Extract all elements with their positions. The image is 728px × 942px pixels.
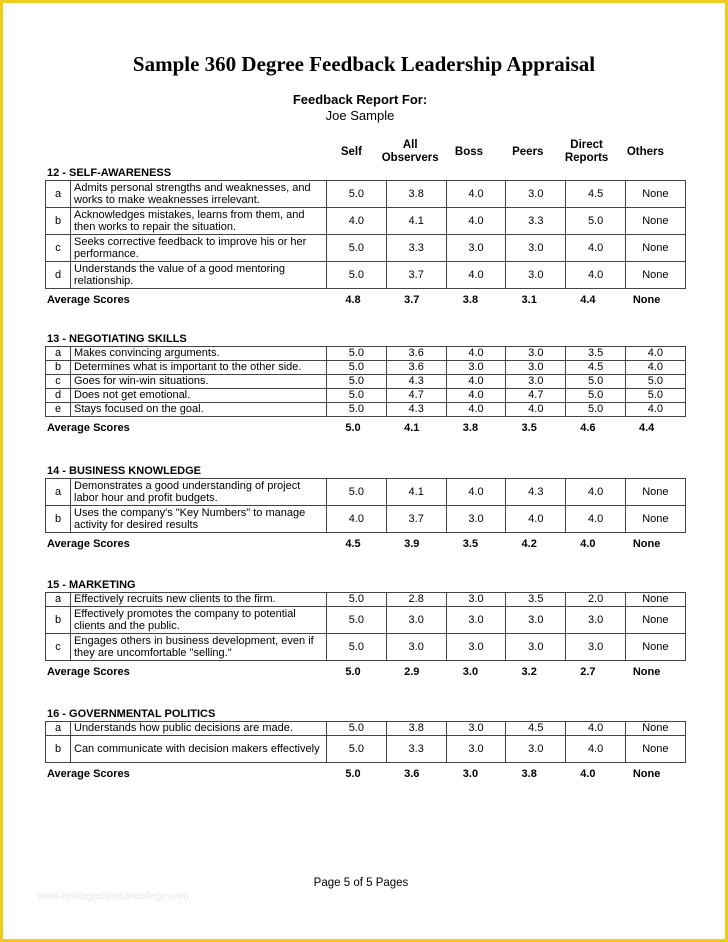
score-cell: None (625, 722, 685, 736)
table-row (46, 375, 686, 389)
item-description: Acknowledges mistakes, learns from them, and then works to repair the situation. (71, 208, 327, 235)
score-cell: None (625, 634, 685, 661)
item-letter: a (46, 347, 71, 361)
score-cell: 5.0 (566, 208, 626, 235)
section-title: 16 - GOVERNMENTAL POLITICS (47, 708, 216, 720)
score-cell: 4.0 (446, 375, 506, 389)
score-cell: 3.5 (566, 347, 626, 361)
item-letter: c (46, 235, 71, 262)
average-score-value: 3.8 (462, 294, 479, 306)
item-description: Uses the company's "Key Numbers" to manage activity for desired results (71, 506, 327, 533)
item-letter: a (46, 181, 71, 208)
score-cell: 3.0 (446, 722, 506, 736)
average-scores-label: Average Scores (47, 768, 130, 780)
score-cell: 5.0 (566, 375, 626, 389)
score-cell: 4.0 (446, 389, 506, 403)
average-scores-label: Average Scores (47, 422, 130, 434)
average-score-value: 5.0 (345, 768, 361, 780)
item-description: Goes for win-win situations. (71, 375, 327, 389)
items-table (45, 180, 686, 289)
score-cell: 4.0 (566, 262, 626, 289)
score-cell: 4.5 (506, 722, 566, 736)
average-score-value: 3.7 (404, 294, 420, 306)
score-cell: 3.8 (386, 181, 446, 208)
score-cell: 4.0 (506, 403, 566, 417)
score-cell: 4.0 (446, 181, 506, 208)
item-description: Understands how public decisions are made. (71, 722, 327, 736)
score-cell: 4.1 (386, 208, 446, 235)
score-cell: 5.0 (327, 181, 387, 208)
score-cell: 4.3 (386, 403, 446, 417)
average-score-value: 4.2 (521, 538, 537, 550)
score-cell: 4.0 (327, 208, 387, 235)
score-cell: 5.0 (327, 389, 387, 403)
item-description: Effectively recruits new clients to the firm. (71, 593, 327, 607)
score-cell: 3.0 (506, 262, 566, 289)
table-row (46, 506, 686, 533)
table-row (46, 347, 686, 361)
score-cell: 5.0 (327, 403, 387, 417)
score-cell: 2.8 (386, 593, 446, 607)
score-cell: 5.0 (327, 347, 387, 361)
score-cell: 3.0 (506, 634, 566, 661)
table-row (46, 722, 686, 736)
score-cell: 5.0 (327, 361, 387, 375)
average-score-value: 3.9 (404, 538, 420, 550)
item-description: Effectively promotes the company to potential clients and the public. (71, 607, 327, 634)
item-description: Determines what is important to the other side. (71, 361, 327, 375)
item-letter: b (46, 208, 71, 235)
item-letter: d (46, 262, 71, 289)
item-letter: b (46, 506, 71, 533)
score-cell: 3.6 (386, 361, 446, 375)
score-cell: 5.0 (625, 389, 685, 403)
table-row (46, 403, 686, 417)
column-headers (322, 138, 675, 166)
score-cell: 5.0 (625, 375, 685, 389)
score-cell: 4.0 (506, 506, 566, 533)
section-title: 15 - MARKETING (47, 579, 136, 591)
score-cell: 5.0 (566, 389, 626, 403)
col-header-self: Self (340, 145, 362, 158)
score-cell: 3.0 (506, 607, 566, 634)
average-score-value: 4.6 (580, 422, 596, 434)
average-score-value: 3.8 (462, 422, 479, 434)
page-footer: Page 5 of 5 Pages (313, 877, 409, 889)
average-score-value: 3.0 (462, 768, 479, 780)
score-cell: 3.0 (506, 181, 566, 208)
section (45, 332, 676, 437)
score-cell: 3.0 (446, 607, 506, 634)
average-score-value: 4.1 (404, 422, 420, 434)
score-cell: 4.7 (506, 389, 566, 403)
item-letter: c (46, 375, 71, 389)
item-letter: a (46, 593, 71, 607)
score-cell: 3.0 (506, 347, 566, 361)
item-description: Engages others in business development, even if they are uncomfortable "selling." (71, 634, 327, 661)
score-cell: 5.0 (566, 403, 626, 417)
score-cell: 4.0 (566, 736, 626, 763)
item-description: Can communicate with decision makers effectively (71, 736, 327, 763)
score-cell: 5.0 (327, 479, 387, 506)
score-cell: 3.5 (506, 593, 566, 607)
col-header-others: Others (626, 145, 664, 158)
table-row (46, 593, 686, 607)
average-score-value: 2.9 (404, 666, 420, 678)
table-row (46, 607, 686, 634)
item-letter: e (46, 403, 71, 417)
table-row (46, 361, 686, 375)
score-cell: 3.8 (386, 722, 446, 736)
score-cell: 4.0 (446, 208, 506, 235)
score-cell: 3.0 (446, 593, 506, 607)
item-letter: b (46, 607, 71, 634)
score-cell: 4.0 (446, 262, 506, 289)
score-cell: 3.0 (506, 361, 566, 375)
table-row (46, 634, 686, 661)
score-cell: 3.0 (446, 736, 506, 763)
score-cell: 4.1 (386, 479, 446, 506)
item-description: Seeks corrective feedback to improve his or her performance. (71, 235, 327, 262)
score-cell: None (625, 506, 685, 533)
score-cell: 3.6 (386, 347, 446, 361)
table-row (46, 736, 686, 763)
section-title: 12 - SELF-AWARENESS (47, 167, 172, 179)
score-cell: 3.3 (386, 235, 446, 262)
average-scores-row (45, 291, 676, 309)
watermark: www.heritagechristiancollege.com (38, 891, 189, 902)
item-description: Makes convincing arguments. (71, 347, 327, 361)
average-scores-row (45, 419, 676, 437)
average-score-value: 3.0 (462, 666, 479, 678)
item-description: Demonstrates a good understanding of project labor hour and profit budgets. (71, 479, 327, 506)
average-score-value: 3.1 (521, 294, 537, 306)
score-cell: 3.3 (386, 736, 446, 763)
score-cell: 5.0 (327, 607, 387, 634)
score-cell: 2.0 (566, 593, 626, 607)
score-cell: None (625, 479, 685, 506)
average-score-value: 4.4 (580, 294, 596, 306)
average-score-value: None (632, 294, 661, 306)
score-cell: 4.7 (386, 389, 446, 403)
section (45, 464, 676, 553)
col-header-boss: Boss (454, 145, 484, 158)
score-cell: 4.3 (506, 479, 566, 506)
average-score-value: 2.7 (580, 666, 596, 678)
item-letter: b (46, 361, 71, 375)
items-table (45, 592, 686, 661)
score-cell: 4.0 (625, 347, 685, 361)
item-letter: b (46, 736, 71, 763)
average-score-value: None (632, 666, 661, 678)
item-description: Understands the value of a good mentoring relationship. (71, 262, 327, 289)
average-scores-label: Average Scores (47, 666, 130, 678)
score-cell: 4.0 (625, 361, 685, 375)
item-description: Stays focused on the goal. (71, 403, 327, 417)
score-cell: 5.0 (327, 634, 387, 661)
document-title: Sample 360 Degree Feedback Leadership Appraisal (132, 52, 596, 76)
score-cell: 3.0 (386, 607, 446, 634)
average-scores-row (45, 663, 676, 681)
score-cell: 5.0 (327, 375, 387, 389)
score-cell: 4.0 (625, 403, 685, 417)
score-cell: 3.0 (566, 607, 626, 634)
score-cell: 4.0 (566, 506, 626, 533)
table-row (46, 235, 686, 262)
table-row (46, 389, 686, 403)
score-cell: 4.5 (566, 361, 626, 375)
score-cell: 5.0 (327, 262, 387, 289)
average-scores-row (45, 765, 676, 783)
average-score-value: 4.8 (345, 294, 361, 306)
col-header-peers: Peers (512, 145, 544, 158)
score-cell: 3.7 (386, 506, 446, 533)
score-cell: 4.0 (566, 235, 626, 262)
score-cell: None (625, 593, 685, 607)
section (45, 578, 676, 681)
section-title: 14 - BUSINESS KNOWLEDGE (47, 465, 202, 477)
score-cell: None (625, 208, 685, 235)
table-row (46, 208, 686, 235)
average-scores-label: Average Scores (47, 294, 130, 306)
item-letter: a (46, 722, 71, 736)
score-cell: None (625, 181, 685, 208)
score-cell: 3.0 (446, 361, 506, 375)
score-cell: 5.0 (327, 736, 387, 763)
score-cell: 5.0 (327, 722, 387, 736)
section (45, 707, 676, 783)
average-score-value: 4.0 (580, 538, 596, 550)
item-letter: d (46, 389, 71, 403)
score-cell: 4.0 (566, 479, 626, 506)
score-cell: 4.0 (327, 506, 387, 533)
col-header-direct-reports: Direct Reports (564, 139, 609, 164)
score-cell: 3.0 (566, 634, 626, 661)
score-cell: 4.0 (446, 403, 506, 417)
average-score-value: 4.0 (580, 768, 596, 780)
average-score-value: None (632, 538, 661, 550)
score-cell: 3.0 (446, 634, 506, 661)
average-score-value: 3.8 (521, 768, 537, 780)
average-score-value: 3.5 (462, 538, 479, 550)
score-cell: 5.0 (327, 593, 387, 607)
score-cell: None (625, 736, 685, 763)
average-score-value: 5.0 (345, 422, 361, 434)
col-header-all-observers: All Observers (381, 139, 439, 164)
score-cell: 4.0 (446, 347, 506, 361)
score-cell: 3.0 (386, 634, 446, 661)
item-letter: a (46, 479, 71, 506)
items-table (45, 478, 686, 533)
average-score-value: None (632, 768, 661, 780)
average-score-value: 4.4 (638, 422, 655, 434)
report-for-label: Feedback Report For: (292, 92, 428, 107)
score-cell: 4.5 (566, 181, 626, 208)
subject-name: Joe Sample (325, 108, 395, 123)
score-cell: None (625, 235, 685, 262)
average-score-value: 5.0 (345, 666, 361, 678)
item-letter: c (46, 634, 71, 661)
items-table (45, 721, 686, 763)
average-scores-row (45, 535, 676, 553)
score-cell: 4.0 (446, 479, 506, 506)
average-scores-label: Average Scores (47, 538, 130, 550)
average-score-value: 3.5 (521, 422, 537, 434)
section-title: 13 - NEGOTIATING SKILLS (47, 333, 187, 345)
item-description: Does not get emotional. (71, 389, 327, 403)
items-table (45, 346, 686, 417)
score-cell: 3.7 (386, 262, 446, 289)
score-cell: 4.3 (386, 375, 446, 389)
average-score-value: 4.5 (345, 538, 361, 550)
average-score-value: 3.2 (521, 666, 537, 678)
score-cell: 3.0 (506, 736, 566, 763)
score-cell: 4.0 (566, 722, 626, 736)
table-row (46, 479, 686, 506)
score-cell: 3.0 (446, 235, 506, 262)
score-cell: None (625, 262, 685, 289)
score-cell: None (625, 607, 685, 634)
item-description: Admits personal strengths and weaknesses, and works to make weaknesses irrelevant. (71, 181, 327, 208)
score-cell: 3.0 (446, 506, 506, 533)
section (45, 166, 676, 309)
score-cell: 3.0 (506, 235, 566, 262)
score-cell: 3.3 (506, 208, 566, 235)
score-cell: 3.0 (506, 375, 566, 389)
table-row (46, 181, 686, 208)
average-score-value: 3.6 (404, 768, 420, 780)
score-cell: 5.0 (327, 235, 387, 262)
table-row (46, 262, 686, 289)
